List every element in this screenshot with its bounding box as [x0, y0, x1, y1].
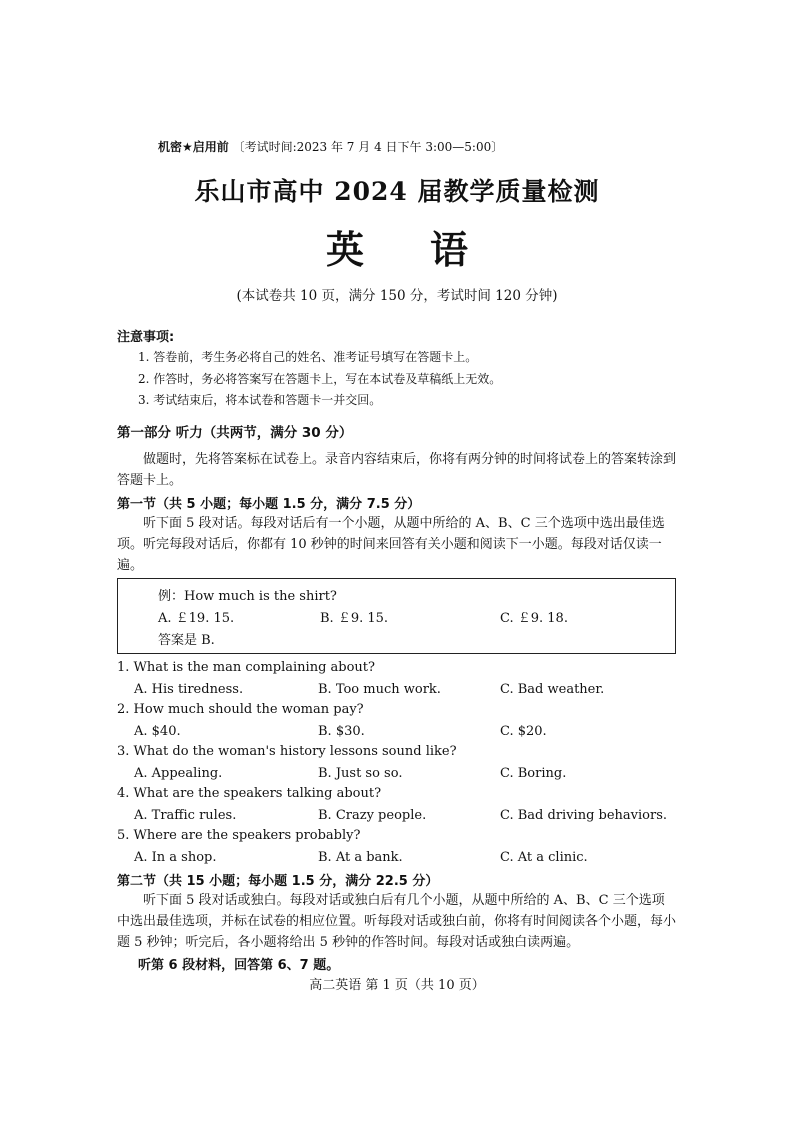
example-option-b: B. ￡9. 15. [320, 611, 389, 626]
page-footer: 高二英语 第 1 页（共 10 页） [309, 978, 485, 993]
material-note: 听第 6 段材料，回答第 6、7 题。 [138, 958, 340, 973]
example-answer: 答案是 B. [158, 633, 215, 648]
notice-heading: 注意事项: [117, 330, 175, 345]
option-b: B. Crazy people. [318, 808, 427, 823]
option-a: A. $40. [134, 724, 181, 739]
question-stem: 2. How much should the woman pay? [117, 702, 364, 717]
subject-title [0, 219, 794, 274]
option-b: B. Just so so. [318, 766, 403, 781]
section1-heading: 第一节（共 5 小题；每小题 1.5 分，满分 7.5 分） [117, 497, 421, 512]
section2-heading: 第二节（共 15 小题；每小题 1.5 分，满分 22.5 分） [117, 874, 439, 889]
example-option-a: A. ￡19. 15. [158, 611, 235, 626]
option-c: C. At a clinic. [500, 850, 588, 865]
subject-char-2: 语 [430, 227, 469, 272]
part1-heading: 第一部分 听力（共两节，满分 30 分） [117, 425, 353, 441]
notice-item: 1. 答卷前，考生务必将自己的姓名、准考证号填写在答题卡上。 [138, 350, 478, 364]
question-stem: 5. Where are the speakers probably? [117, 828, 361, 843]
option-a: A. Appealing. [134, 766, 223, 781]
option-b: B. $30. [318, 724, 365, 739]
section2-instructions: 听下面 5 段对话或独白。每段对话或独白后有几个小题，从题中所给的 A、B、C 三个选项中选出最佳选项，并标在试卷的相应位置。听每段对话或独白前，你将有时间阅读各个小题，每小题 5 秒钟；听完后，各小题将给出 5 秒钟的作答时间。每段对话或独白读两遍。 [117, 893, 677, 950]
option-b: B. Too much work. [318, 682, 441, 697]
subject-char-1: 英 [325, 227, 364, 272]
exam-time: 〔考试时间:2023 年 7 月 4 日下午 3:00—5:00〕 [232, 140, 504, 154]
exam-subtitle: (本试卷共 10 页，满分 150 分，考试时间 120 分钟) [236, 288, 558, 304]
notice-item: 2. 作答时，务必将答案写在答题卡上，写在本试卷及草稿纸上无效。 [138, 372, 502, 386]
option-c: C. $20. [500, 724, 547, 739]
exam-title: 乐山市高中 2024 届教学质量检测 [194, 177, 600, 206]
question-stem: 3. What do the woman's history lessons sound like? [117, 744, 457, 759]
option-a: A. His tiredness. [134, 682, 244, 697]
example-question: 例：How much is the shirt? [158, 589, 337, 604]
confidential-label: 机密★启用前 [158, 140, 229, 154]
option-c: C. Bad driving behaviors. [500, 808, 668, 823]
example-option-c: C. ￡9. 18. [500, 611, 568, 626]
notice-item: 3. 考试结束后，将本试卷和答题卡一并交回。 [138, 393, 382, 407]
section1-instructions: 听下面 5 段对话。每段对话后有一个小题，从题中所给的 A、B、C 三个选项中选出最佳选项。听完每段对话后，你都有 10 秒钟的时间来回答有关小题和阅读下一小题。每段对话仅读一遍。 [117, 516, 665, 573]
question-stem: 1. What is the man complaining about? [117, 660, 375, 675]
option-c: C. Boring. [500, 766, 567, 781]
part1-intro: 做题时，先将答案标在试卷上。录音内容结束后，你将有两分钟的时间将试卷上的答案转涂到答题卡上。 [117, 452, 677, 488]
option-c: C. Bad weather. [500, 682, 605, 697]
question-stem: 4. What are the speakers talking about? [117, 786, 382, 801]
option-a: A. In a shop. [134, 850, 217, 865]
confidential-header [158, 138, 503, 155]
option-b: B. At a bank. [318, 850, 403, 865]
option-a: A. Traffic rules. [134, 808, 237, 823]
